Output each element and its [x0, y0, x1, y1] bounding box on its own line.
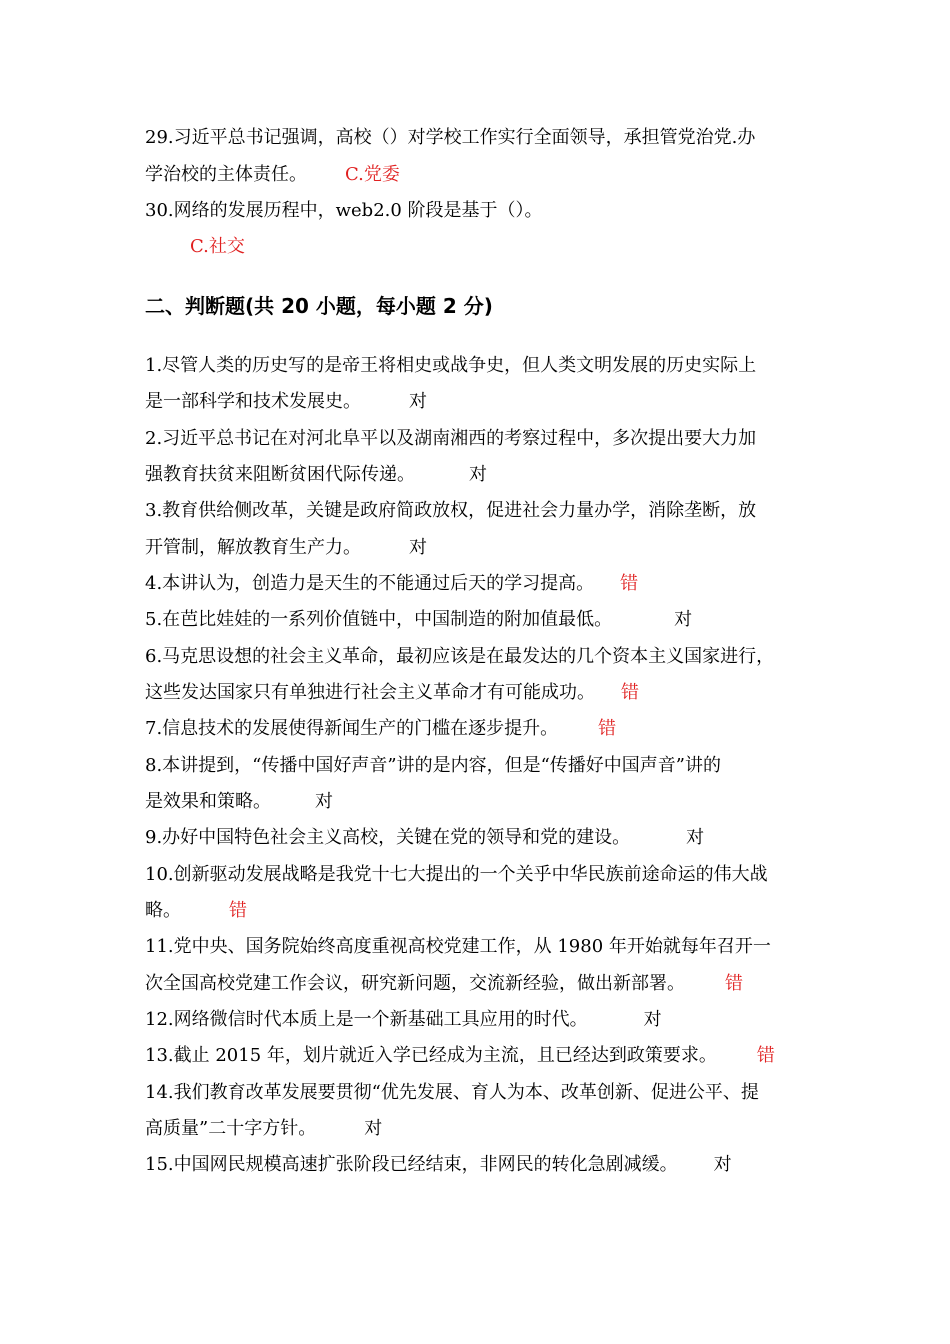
tf-3-line-2: 开管制，解放教育生产力。 对 — [145, 537, 427, 558]
tf-15-line-1: 15.中国网民规模高速扩张阶段已经结束，非网民的转化急剧减缓。 对 — [145, 1154, 732, 1175]
tf-12-answer: 对 — [643, 1009, 662, 1030]
tf-11-line-1: 11.党中央、国务院始终高度重视高校党建工作，从 1980 年开始就每年召开一 — [145, 936, 771, 957]
tf-6-line-2: 这些发达国家只有单独进行社会主义革命才有可能成功。 错 — [145, 682, 639, 703]
tf-6-line-1: 6.马克思设想的社会主义革命，最初应该是在最发达的几个资本主义国家进行， — [145, 646, 775, 667]
tf-3-line-1: 3.教育供给侧改革，关键是政府简政放权，促进社会力量办学，消除垄断，放 — [145, 500, 757, 521]
tf-4-line-1: 4.本讲认为，创造力是天生的不能通过后天的学习提高。 错 — [145, 573, 639, 594]
tf-8-line-2: 是效果和策略。 对 — [145, 791, 333, 812]
tf-14-line-2: 高质量”二十字方针。 对 — [145, 1118, 383, 1139]
tf-3-answer: 对 — [409, 537, 427, 558]
tf-11-line-2: 次全国高校党建工作会议，研究新问题，交流新经验，做出新部署。 错 — [145, 973, 743, 994]
tf-1-line-1: 1.尽管人类的历史写的是帝王将相史或战争史，但人类文明发展的历史实际上 — [145, 355, 757, 376]
tf-5-line-1: 5.在芭比娃娃的一系列价值链中，中国制造的附加值最低。 对 — [145, 609, 693, 630]
question-29-answer: C.党委 — [345, 164, 400, 185]
tf-14-line-1: 14.我们教育改革发展要贯彻“优先发展、育人为本、改革创新、促进公平、提 — [145, 1082, 759, 1103]
question-29-line-2: 学治校的主体责任。 C.党委 — [145, 164, 400, 185]
tf-10-line-2: 略。 错 — [145, 900, 247, 921]
tf-2-line-2: 强教育扶贫来阻断贫困代际传递。 对 — [145, 464, 487, 485]
tf-11-answer: 错 — [725, 973, 743, 994]
tf-5-answer: 对 — [674, 609, 693, 630]
tf-2-line-1: 2.习近平总书记在对河北阜平以及湖南湘西的考察过程中，多次提出要大力加 — [145, 428, 757, 449]
tf-7-line-1: 7.信息技术的发展使得新闻生产的门槛在逐步提升。 错 — [145, 718, 617, 739]
tf-9-line-1: 9.办好中国特色社会主义高校，关键在党的领导和党的建设。 对 — [145, 827, 705, 848]
tf-14-answer: 对 — [364, 1118, 383, 1139]
tf-1-answer: 对 — [409, 391, 427, 412]
question-30-line-1: 30.网络的发展历程中，web2.0 阶段是基于（）。 — [145, 200, 543, 221]
tf-7-answer: 错 — [598, 718, 617, 739]
tf-10-line-1: 10.创新驱动发展战略是我党十七大提出的一个关乎中华民族前途命运的伟大战 — [145, 864, 768, 885]
tf-13-answer: 错 — [756, 1045, 775, 1066]
tf-13-line-1: 13.截止 2015 年，划片就近入学已经成为主流，且已经达到政策要求。 错 — [145, 1045, 775, 1066]
tf-2-answer: 对 — [469, 464, 487, 485]
section-heading: 二、判断题(共 20 小题，每小题 2 分) — [145, 294, 493, 318]
tf-1-line-2: 是一部科学和技术发展史。 对 — [145, 391, 427, 412]
tf-9-answer: 对 — [686, 827, 705, 848]
tf-15-answer: 对 — [713, 1154, 732, 1175]
tf-12-line-1: 12.网络微信时代本质上是一个新基础工具应用的时代。 对 — [145, 1009, 662, 1030]
question-29-line-1: 29.习近平总书记强调，高校（）对学校工作实行全面领导，承担管党治党.办 — [145, 127, 756, 148]
tf-4-answer: 错 — [620, 573, 639, 594]
tf-6-answer: 错 — [621, 682, 639, 703]
tf-10-answer: 错 — [229, 900, 247, 921]
question-30-answer: C.社交 — [190, 236, 245, 257]
tf-8-answer: 对 — [315, 791, 333, 812]
tf-8-line-1: 8.本讲提到，“传播中国好声音”讲的是内容，但是“传播好中国声音”讲的 — [145, 755, 721, 776]
